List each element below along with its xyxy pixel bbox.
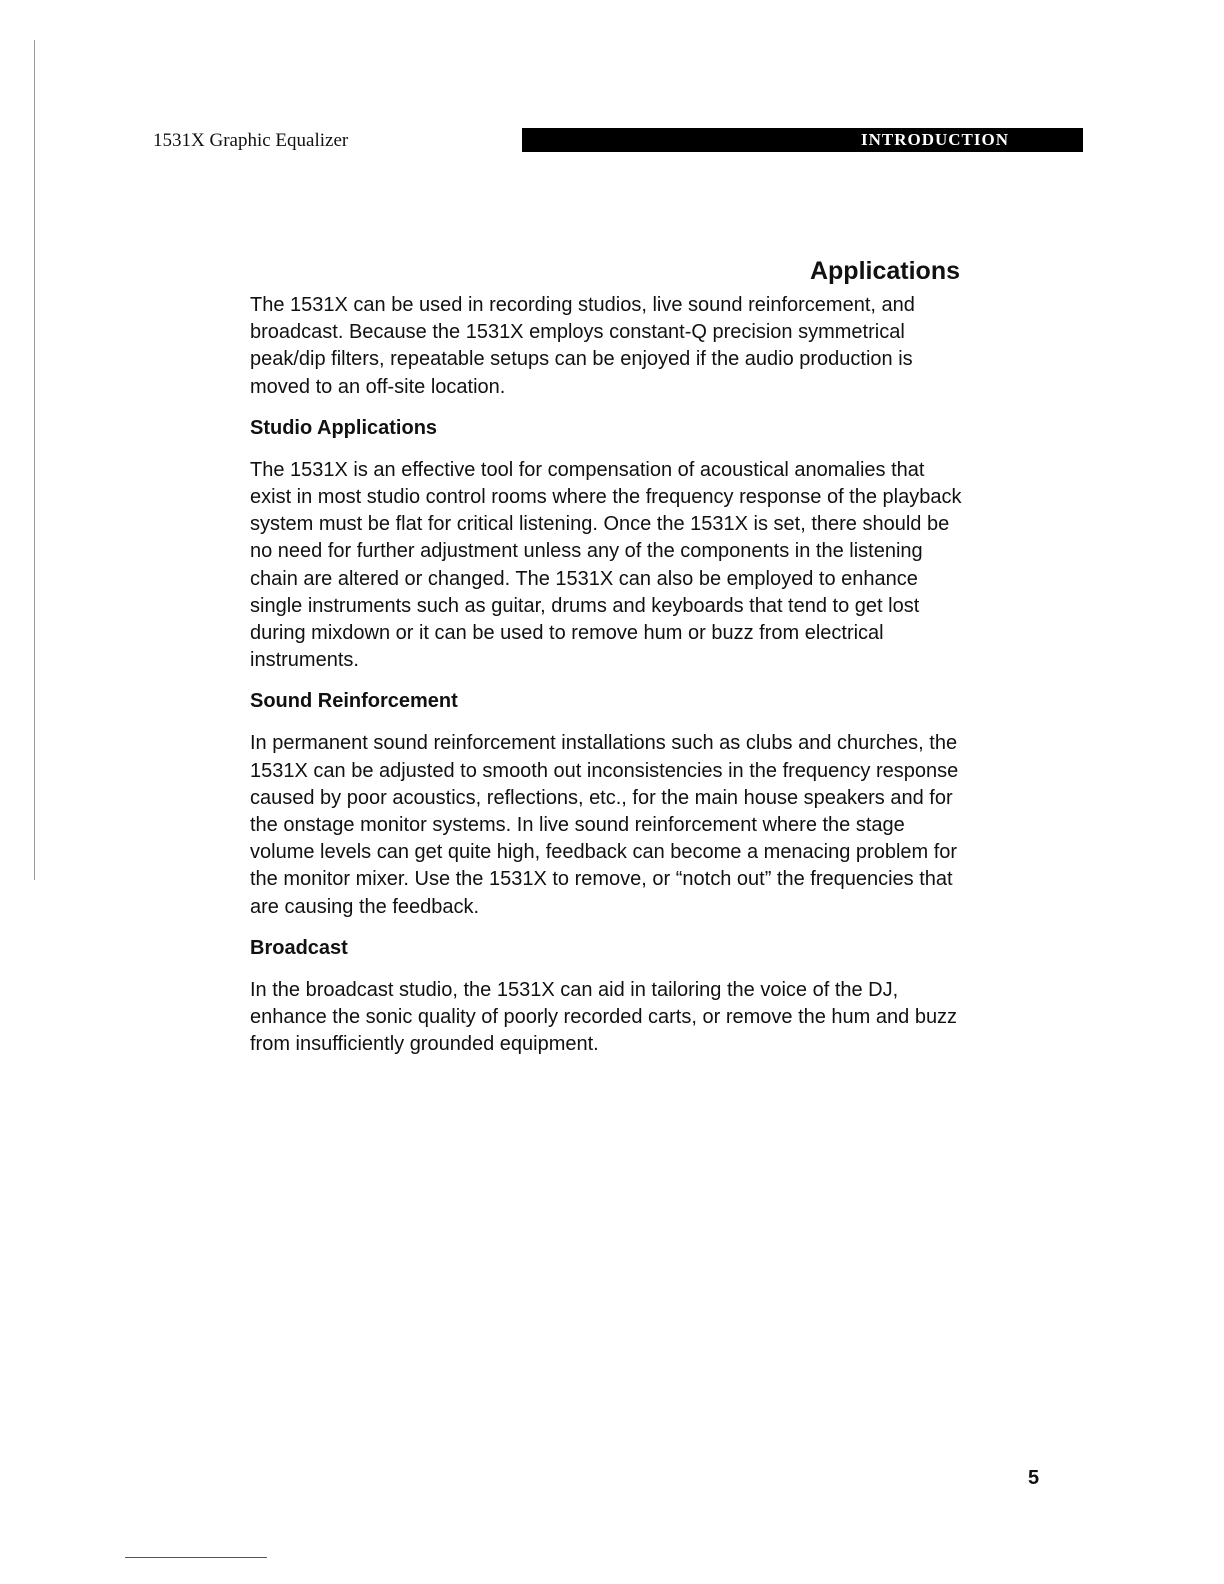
section-header-label: INTRODUCTION bbox=[860, 130, 1009, 149]
footer-rule bbox=[125, 1557, 267, 1558]
section-text-studio-applications: The 1531X is an effective tool for compensation of acoustical anomalies that exist in most studio control rooms where the frequency response of the playback system must be flat for critical listening. Once the 1531X is set, there should be no need for further adjustment unless any of the components in the listening chain are altered or changed. The 1531X can also be employed to enhance single instruments such as guitar, drums and keyboards that tend to get lost during mixdown or it can be used to remove hum or buzz from electrical instruments. bbox=[250, 458, 962, 672]
scan-edge-line bbox=[34, 40, 35, 880]
page-number: 5 bbox=[1028, 1467, 1040, 1489]
running-header-title: 1531X Graphic Equalizer bbox=[153, 130, 349, 151]
section-text-broadcast: In the broadcast studio, the 1531X can aid in tailoring the voice of the DJ, enhance the sonic quality of poorly recorded carts, or remove the hum and buzz from insufficiently grounded equipment. bbox=[250, 978, 958, 1056]
section-heading-sound-reinforcement: Sound Reinforcement bbox=[250, 690, 458, 713]
section-header-bar bbox=[522, 128, 1083, 152]
section-text-sound-reinforcement: In permanent sound reinforcement installations such as clubs and churches, the 1531X can be adjusted to smooth out inconsistencies in the frequency response caused by poor acoustics, reflections, etc., for the main house speakers and for the onstage monitor systems. In live sound reinforcement where the stage volume levels can get quite high, feedback can become a menacing problem for the monitor mixer. Use the 1531X to remove, or “notch out” the frequencies that are causing the feedback. bbox=[250, 732, 959, 918]
section-heading-broadcast: Broadcast bbox=[250, 936, 348, 959]
main-content bbox=[250, 254, 962, 1058]
intro-paragraph: The 1531X can be used in recording studios, live sound reinforcement, and broadcast. Because the 1531X employs constant-Q precision symmetrical peak/dip filters, repeatable setups can be enjoyed if the audio production is moved to an off-site location. bbox=[250, 294, 915, 398]
section-heading-studio-applications: Studio Applications bbox=[250, 416, 438, 439]
page-title: Applications bbox=[809, 257, 960, 285]
